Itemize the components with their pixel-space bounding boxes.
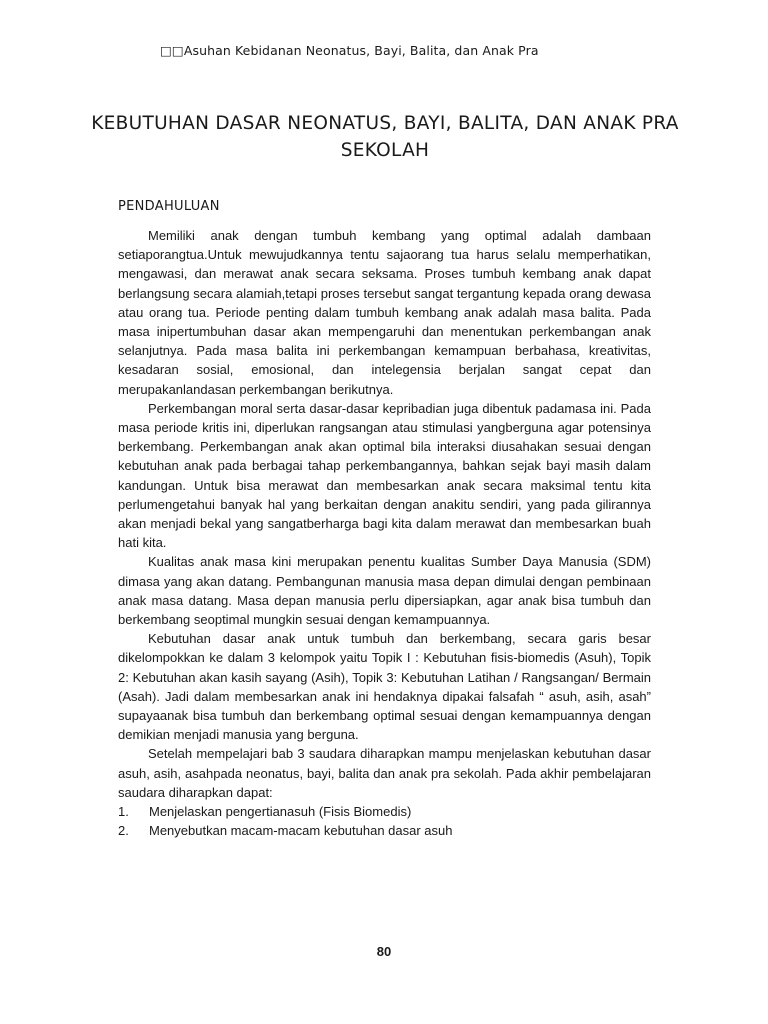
paragraph-learning-goals: Setelah mempelajari bab 3 saudara diharapkan mampu menjelaskan kebutuhan dasar asuh, asih, asahpada neonatus, bayi, balita dan anak pra sekolah. Pada akhir pembelajaran saudara diharapkan dapat: — [118, 746, 651, 800]
paragraph-basic-needs: Kebutuhan dasar anak untuk tumbuh dan berkembang, secara garis besar dikelompokkan ke dalam 3 kelompok yaitu Topik I : Kebutuhan fisis-biomedis (Asuh), Topik 2: Kebutuhan akan kasih sayang (Asih), Topik 3: Kebutuhan Latihan / Rangsangan/ Bermain (Asah). Jadi dalam membesarkan anak ini hendaknya dipakai falsafah “ asuh, asih, asah” supayaanak bisa tumbuh dan berkembang optimal sesuai dengan kemampuannya dengan demikian menjadi manusia yang berguna. — [118, 631, 651, 743]
section-heading: PENDAHULUAN — [118, 199, 220, 214]
list-item — [118, 802, 651, 821]
chapter-title: KEBUTUHAN DASAR NEONATUS, BAYI, BALITA, DAN ANAK PRA SEKOLAH — [91, 113, 679, 161]
paragraph-intro: Memiliki anak dengan tumbuh kembang yang optimal adalah dambaan setiaporangtua.Untuk mewujudkannya tentu sajaorang tua harus selalu memperhatikan, mengawasi, dan merawat anak secara seksama. Proses tumbuh kembang anak dapat berlangsung secara alamiah,tetapi proses tersebut sangat tergantung kepada orang dewasa atau orang tua. Periode penting dalam tumbuh kembang anak adalah masa balita. Pada masa inipertumbuhan dasar akan mempengaruhi dan menentukan perkembangan anak selanjutnya. Pada masa balita ini perkembangan kemampuan berbahasa, kreativitas, kesadaran sosial, emosional, dan intelegensia berjalan sangat cepat dan merupakanlandasan perkembangan berikutnya. — [118, 228, 651, 397]
list-item-number: 2. — [118, 823, 129, 839]
list-item-number: 1. — [118, 804, 129, 820]
running-header: □□Asuhan Kebidanan Neonatus, Bayi, Balita, dan Anak Pra — [160, 43, 539, 58]
paragraph-moral-development: Perkembangan moral serta dasar-dasar kepribadian juga dibentuk padamasa ini. Pada masa periode kritis ini, diperlukan rangsangan atau stimulasi yangberguna agar potensinya berkembang. Perkembangan anak akan optimal bila interaksi diusahakan sesuai dengan kebutuhan anak pada berbagai tahap perkembangannya, bahkan sejak bayi masih dalam kandungan. Untuk bisa merawat dan membesarkan anak secara maksimal tentu kita perlumengetahui banyak hal yang berkaitan dengan anakitu sendiri, yang pada gilirannya akan menjadi bekal yang sangatberharga bagi kita dalam merawat dan membesarkan buah hati kita. — [118, 400, 651, 551]
list-item — [118, 821, 651, 840]
paragraph-child-quality: Kualitas anak masa kini merupakan penentu kualitas Sumber Daya Manusia (SDM) dimasa yang akan datang. Pembangunan manusia masa depan dimulai dengan pembinaan anak masa datang. Masa depan manusia perlu dipersiapkan, agar anak bisa tumbuh dan berkembang seoptimal mungkin sesuai dengan kemampuannya. — [118, 554, 651, 628]
body-text — [118, 226, 651, 841]
list-item-text: Menjelaskan pengertianasuh (Fisis Biomedis) — [149, 804, 412, 820]
page-number: 80 — [376, 944, 392, 959]
objective-list — [118, 802, 651, 840]
list-item-text: Menyebutkan macam-macam kebutuhan dasar asuh — [149, 823, 453, 839]
